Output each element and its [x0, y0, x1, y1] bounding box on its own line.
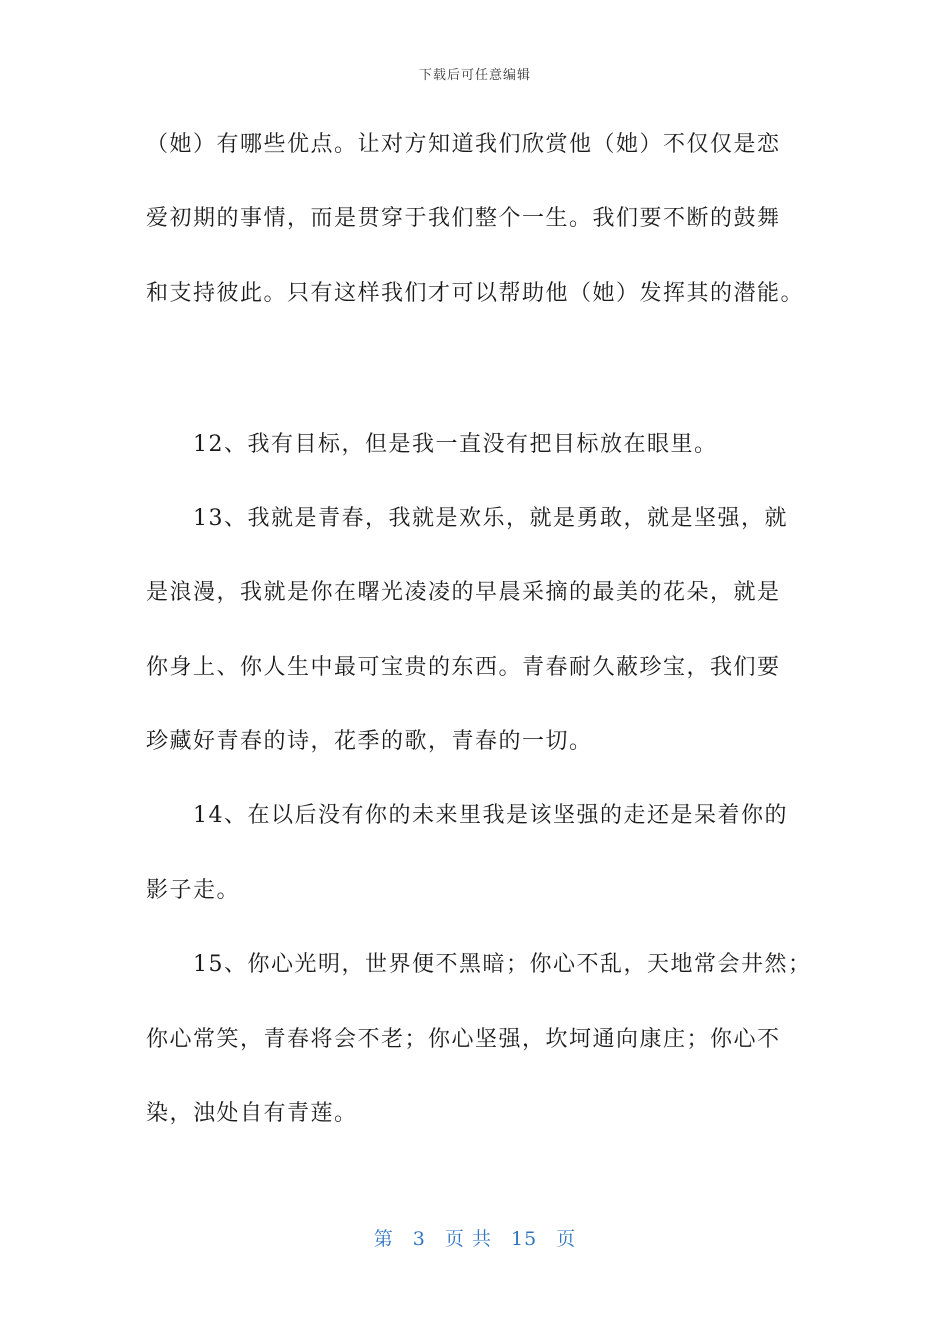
footer-suffix: 页 — [556, 1228, 577, 1250]
paragraph-12: 12、我有目标，但是我一直没有把目标放在眼里。 — [193, 432, 718, 457]
text-line: 影子走。 — [146, 878, 241, 903]
text-line: 和支持彼此。只有这样我们才可以帮助他（她）发挥其的潜能。 — [146, 281, 805, 306]
paragraph-15: 15、你心光明，世界便不黑暗；你心不乱，天地常会井然； — [193, 952, 812, 977]
text-line: 爱初期的事情，而是贯穿于我们整个一生。我们要不断的鼓舞 — [146, 206, 781, 231]
page-header: 下载后可任意编辑 — [418, 68, 531, 83]
text-line: 你心常笑，青春将会不老；你心坚强，坎坷通向康庄；你心不 — [146, 1027, 781, 1052]
paragraph-13: 13、我就是青春，我就是欢乐，就是勇敢，就是坚强，就 — [193, 506, 788, 531]
current-page-number: 3 — [412, 1228, 426, 1250]
text-line: 你身上、你人生中最可宝贵的东西。青春耐久蔽珍宝，我们要 — [146, 655, 781, 680]
page-footer — [0, 1224, 950, 1251]
footer-middle: 页 共 — [444, 1228, 492, 1250]
text-line: 染，浊处自有青莲。 — [146, 1101, 358, 1126]
footer-prefix: 第 — [373, 1228, 394, 1250]
text-line: （她）有哪些优点。让对方知道我们欣赏他（她）不仅仅是恋 — [146, 132, 781, 157]
text-line: 珍藏好青春的诗，花季的歌，青春的一切。 — [146, 729, 593, 754]
total-page-count: 15 — [511, 1228, 538, 1250]
text-line: 是浪漫，我就是你在曙光凌凌的早晨采摘的最美的花朵，就是 — [146, 580, 781, 605]
paragraph-14: 14、在以后没有你的未来里我是该坚强的走还是呆着你的 — [193, 803, 788, 828]
